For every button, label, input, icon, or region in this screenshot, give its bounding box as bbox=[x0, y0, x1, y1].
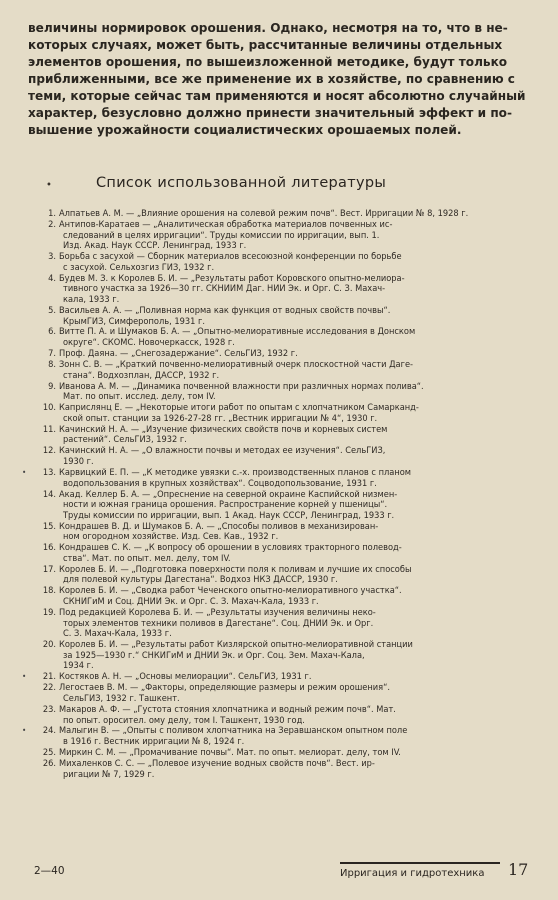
reference-item bbox=[22, 671, 540, 683]
reference-number: 4. bbox=[48, 272, 56, 284]
reference-number: 8. bbox=[48, 359, 56, 371]
reference-line: Под редакцией Королева Б. И. — „Результаты изучения величины неко- bbox=[59, 608, 376, 618]
reference-text bbox=[59, 252, 540, 273]
reference-line: Королев Б. И. — „Сводка работ Чеченского опытно-мелиоративного участка“. bbox=[59, 586, 402, 597]
reference-text bbox=[59, 608, 540, 640]
reference-number: 6. bbox=[48, 326, 56, 338]
reference-item bbox=[26, 360, 540, 381]
reference-item bbox=[26, 349, 540, 360]
reference-item bbox=[26, 640, 540, 672]
reference-number: 1. bbox=[48, 208, 56, 219]
reference-line: Миркин С. М. — „Промачивание почвы“. Мат. по опыт. мелиорат. делу, том IV. bbox=[59, 748, 401, 759]
reference-item bbox=[26, 425, 540, 446]
reference-text bbox=[59, 683, 540, 704]
reference-item bbox=[26, 327, 540, 348]
reference-number: 26. bbox=[42, 758, 56, 770]
reference-number: 9. bbox=[48, 380, 56, 392]
reference-item bbox=[26, 306, 540, 327]
reference-line: 1930 г. bbox=[63, 456, 94, 467]
reference-number: 25. bbox=[42, 747, 56, 759]
references-list bbox=[22, 208, 540, 781]
reference-number: 17. bbox=[42, 563, 56, 575]
reference-text bbox=[59, 274, 540, 306]
reference-line: Королев Б. И. — „Результаты работ Кизлярской опытно-мелиоративной станции bbox=[59, 640, 413, 651]
reference-text bbox=[59, 522, 540, 543]
reference-line: Кондрашев С. К. — „К вопросу об орошении в условиях тракторного полевод- bbox=[59, 543, 402, 554]
reference-line: кала, 1933 г. bbox=[63, 294, 120, 305]
reference-line: за 1925—1930 г.“ СНКИГиМ и ДНИИ Эк. и Орг. Соц. Зем. Махач-Кала, bbox=[63, 650, 365, 661]
margin-mark: • bbox=[22, 467, 27, 477]
reference-item bbox=[26, 490, 540, 522]
reference-text bbox=[59, 403, 540, 424]
reference-line: ства“. Мат. по опыт. мел. делу, том IV. bbox=[63, 553, 231, 564]
reference-line: Зонн С. В. — „Краткий почвенно-мелиоративный очерк плоскостной части Даге- bbox=[59, 360, 414, 371]
reference-text bbox=[59, 705, 540, 726]
reference-item bbox=[22, 466, 540, 489]
reference-line: Костяков А. Н. — „Основы мелиорации“. СельГИЗ, 1931 г. bbox=[59, 672, 312, 683]
reference-line: растений“. СельГИЗ, 1932 г. bbox=[63, 435, 187, 446]
reference-line: Легостаев В. М. — „Факторы, определяющие размеры и режим орошения“. bbox=[59, 683, 391, 694]
reference-text bbox=[59, 446, 540, 467]
reference-line: тивного участка за 1926—30 гг. СКНИИМ Даг. НИИ Эк. и Орг. С. З. Махач- bbox=[63, 284, 386, 295]
reference-line: в 1916 г. Вестник ирригации № 8, 1924 г. bbox=[63, 737, 245, 748]
reference-line: Алпатьев А. М. — „Влияние орошения на солевой режим почв“. Вест. Ирригации № 8, 1928 г. bbox=[59, 209, 469, 219]
reference-text bbox=[59, 360, 540, 381]
reference-number: 13. bbox=[42, 466, 56, 478]
reference-text bbox=[59, 726, 540, 747]
reference-line: СельГИЗ, 1932 г. Ташкент. bbox=[63, 693, 180, 704]
intro-paragraph bbox=[28, 20, 536, 139]
reference-line: Васильев А. А. — „Поливная норма как функция от водных свойств почвы“. bbox=[59, 305, 391, 316]
reference-item bbox=[26, 586, 540, 607]
reference-line: для полевой культуры Дагестана“. Водхоз НКЗ ДАССР, 1930 г. bbox=[63, 575, 338, 586]
reference-line: Труды комиссии по ирригации, вып. 1 Акад. Наук СССР, Ленинград, 1933 г. bbox=[63, 510, 395, 521]
reference-number: 23. bbox=[42, 703, 56, 715]
reference-text bbox=[59, 220, 540, 252]
intro-line: вышение урожайности социалистических орошаемых полей. bbox=[28, 123, 462, 137]
reference-line: Проф. Даяна. — „Снегозадержание“. СельГИЗ, 1932 г. bbox=[59, 349, 298, 360]
reference-line: 1934 г. bbox=[63, 661, 94, 672]
footer-signature: 2—40 bbox=[34, 865, 65, 877]
reference-item bbox=[26, 543, 540, 564]
reference-item bbox=[26, 759, 540, 780]
reference-text bbox=[59, 565, 540, 586]
reference-number: 20. bbox=[42, 639, 56, 651]
reference-text bbox=[59, 382, 540, 403]
reference-number: 5. bbox=[48, 304, 56, 316]
reference-line: Качинский Н. А. — „О влажности почвы и методах ее изучения“. СельГИЗ, bbox=[59, 446, 386, 457]
reference-item bbox=[26, 446, 540, 467]
reference-line: Изд. Акад. Наук СССР. Ленинград, 1933 г. bbox=[63, 241, 247, 252]
reference-number: 24. bbox=[42, 725, 56, 737]
reference-text bbox=[59, 543, 540, 564]
reference-number: 14. bbox=[42, 488, 56, 500]
reference-line: следований в целях ирригации“. Труды комиссии по ирригации, вып. 1. bbox=[63, 230, 380, 241]
reference-line: ригации № 7, 1929 г. bbox=[63, 769, 155, 780]
reference-text bbox=[59, 209, 540, 220]
reference-item bbox=[26, 403, 540, 424]
reference-text bbox=[59, 672, 540, 683]
reference-number: 10. bbox=[42, 402, 56, 414]
reference-text bbox=[59, 306, 540, 327]
intro-line: приближенными, все же применение их в хозяйстве, по сравнению с bbox=[28, 72, 515, 86]
reference-line: ской опыт. станции за 1926-27-28 гг. „Вестник ирригации № 4“, 1930 г. bbox=[63, 413, 378, 424]
reference-line: стана“. Водхозплан, ДАССР, 1932 г. bbox=[63, 370, 220, 381]
intro-line: величины нормировок орошения. Однако, несмотря на то, что в не- bbox=[28, 21, 508, 35]
reference-item bbox=[26, 683, 540, 704]
reference-item bbox=[26, 220, 540, 252]
reference-text bbox=[59, 327, 540, 348]
reference-line: Витте П. А. и Шумаков Б. А. — „Опытно-мелиоративные исследования в Донском bbox=[59, 327, 416, 338]
reference-number: 11. bbox=[42, 423, 56, 435]
reference-line: Мат. по опыт. исслед. делу, том IV. bbox=[63, 392, 216, 403]
reference-item bbox=[26, 748, 540, 759]
reference-line: по опыт. оросител. ому делу, том I. Ташкент, 1930 год. bbox=[63, 715, 305, 726]
heading-bullet: • bbox=[46, 180, 52, 191]
reference-text bbox=[59, 425, 540, 446]
reference-line: ности и южная граница орошения. Распространение корней у пшеницы“. bbox=[63, 500, 388, 511]
reference-number: 18. bbox=[42, 585, 56, 597]
reference-text bbox=[59, 468, 540, 489]
reference-item bbox=[26, 522, 540, 543]
reference-number: 7. bbox=[48, 348, 56, 360]
reference-line: Будев М. З. к Королев Б. И. — „Результаты работ Коровского опытно-мелиора- bbox=[59, 273, 405, 284]
reference-line: Качинский Н. А. — „Изучение физических свойств почв и корневых систем bbox=[59, 424, 388, 435]
reference-line: СКНИГиМ и Соц. ДНИИ Эк. и Орг. С. З. Махач-Кала, 1933 г. bbox=[63, 597, 319, 608]
reference-text bbox=[59, 586, 540, 607]
reference-line: Борьба с засухой — Сборник материалов всесоюзной конференции по борьбе bbox=[59, 252, 402, 263]
reference-item bbox=[26, 608, 540, 640]
intro-line: характер, безусловно должно принести значительный эффект и по- bbox=[28, 106, 513, 120]
reference-line: КрымГИЗ, Симферополь, 1931 г. bbox=[63, 316, 205, 327]
margin-mark: • bbox=[22, 726, 27, 736]
reference-number: 22. bbox=[42, 682, 56, 694]
margin-mark: • bbox=[22, 672, 27, 682]
reference-text bbox=[59, 490, 540, 522]
reference-item bbox=[26, 274, 540, 306]
reference-number: 15. bbox=[42, 520, 56, 532]
reference-number: 16. bbox=[42, 542, 56, 554]
reference-line: округе“. СКОМС. Новочеркасск, 1928 г. bbox=[63, 338, 235, 349]
reference-item bbox=[26, 382, 540, 403]
reference-line: ном огородном хозяйстве. Изд. Сев. Кав., 1932 г. bbox=[63, 532, 279, 543]
reference-line: Иванова А. М. — „Динамика почвенной влажности при различных нормах полива“. bbox=[59, 381, 424, 392]
reference-item bbox=[26, 252, 540, 273]
reference-line: торых элементов техники поливов в Дагестане“. Соц. ДНИИ Эк. и Орг. bbox=[63, 618, 374, 629]
footer-journal-title: Ирригация и гидротехника bbox=[340, 868, 485, 879]
references-heading: Список использованной литературы bbox=[96, 175, 387, 191]
reference-line: Макаров А. Ф. — „Густота стояния хлопчатника и водный режим почв“. Мат. bbox=[59, 704, 396, 715]
reference-text bbox=[59, 640, 540, 672]
page-number: 17 bbox=[508, 860, 529, 879]
reference-item bbox=[26, 565, 540, 586]
reference-line: с засухой. Сельхозгиз ГИЗ, 1932 г. bbox=[63, 262, 215, 273]
reference-item bbox=[26, 705, 540, 726]
reference-text bbox=[59, 748, 540, 759]
reference-number: 19. bbox=[42, 607, 56, 618]
reference-item bbox=[26, 209, 540, 220]
reference-line: С. З. Махач-Кала, 1933 г. bbox=[63, 629, 172, 640]
reference-line: Каприслянц Е. — „Некоторые итоги работ по опытам с хлопчатником Самарканд- bbox=[59, 403, 419, 414]
reference-line: Кондрашев В. Д. и Шумаков Б. А. — „Способы поливов в механизирован- bbox=[59, 521, 379, 532]
reference-line: Акад. Келлер Б. А. — „Опреснение на северной окраине Каспийской низмен- bbox=[59, 489, 398, 500]
reference-text bbox=[59, 349, 540, 360]
reference-number: 12. bbox=[42, 445, 56, 457]
reference-line: Михаленков С. С. — „Полевое изучение водных свойств почв“. Вест. ир- bbox=[59, 759, 375, 770]
intro-line: элементов орошения, по вышеизложенной методике, будут только bbox=[28, 55, 508, 69]
reference-number: 3. bbox=[48, 251, 56, 263]
footer-rule bbox=[340, 862, 500, 864]
reference-item bbox=[22, 725, 540, 748]
reference-line: Антипов-Каратаев — „Аналитическая обработка материалов почвенных ис- bbox=[59, 219, 393, 230]
reference-line: Карвицкий Е. П. — „К методике увязки с.-х. производственных планов с планом bbox=[59, 467, 412, 478]
intro-line: которых случаях, может быть, рассчитанные величины отдельных bbox=[28, 38, 503, 52]
reference-line: Королев Б. И. — „Подготовка поверхности поля к поливам и лучшие их способы bbox=[59, 564, 412, 575]
intro-line: теми, которые сейчас там применяются и носят абсолютно случайный bbox=[28, 89, 526, 103]
reference-number: 2. bbox=[48, 218, 56, 230]
reference-line: Малыгин В. — „Опыты с поливом хлопчатника на Зеравшанском опытном поле bbox=[59, 726, 408, 737]
reference-number: 21. bbox=[42, 671, 56, 683]
reference-text bbox=[59, 759, 540, 780]
reference-line: водопользования в крупных хозяйствах“. Соцводопользование, 1931 г. bbox=[63, 478, 377, 489]
